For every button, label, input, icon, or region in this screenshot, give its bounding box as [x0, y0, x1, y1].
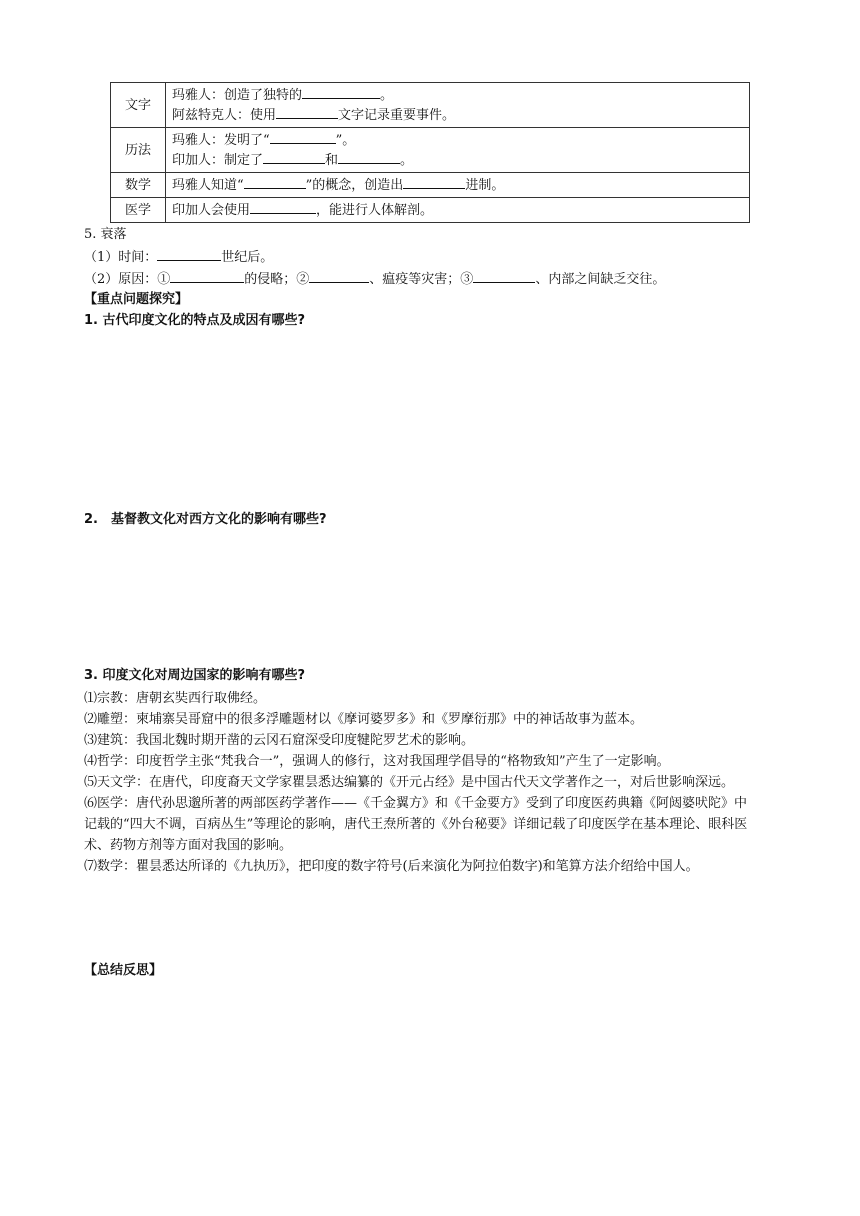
row-category: 数学 — [111, 173, 166, 198]
answer-blank[interactable] — [309, 269, 369, 283]
question-1: 1. 古代印度文化的特点及成因有哪些? — [84, 313, 306, 328]
answer-list — [84, 688, 752, 877]
list-item: ⑴宗教：唐朝玄奘西行取佛经。 — [84, 691, 267, 706]
answer-blank[interactable] — [250, 200, 316, 214]
table-row — [111, 128, 750, 173]
row-category: 文字 — [111, 83, 166, 128]
list-item: ⑺数学：瞿昙悉达所译的《九执历》，把印度的数字符号(后来演化为阿拉伯数字)和笔算方法介绍给中国人。 — [84, 859, 699, 874]
answer-blank[interactable] — [244, 175, 306, 189]
fill-line: 玛雅人知道“ ”的概念，创造出 进制。 — [172, 175, 743, 195]
answer-blank[interactable] — [338, 150, 400, 164]
list-item: ⑸天文学：在唐代，印度裔天文学家瞿昙悉达编纂的《开元占经》是中国古代天文学著作之一，对后世影响深远。 — [84, 775, 735, 790]
answer-blank[interactable] — [403, 175, 465, 189]
answer-blank[interactable] — [170, 269, 244, 283]
civilization-table — [110, 82, 750, 223]
fill-line: 印加人：制定了 和 。 — [172, 150, 743, 170]
table-row — [111, 83, 750, 128]
list-item: ⑵雕塑：柬埔寨吴哥窟中的很多浮雕题材以《摩诃婆罗多》和《罗摩衍那》中的神话故事为蓝本。 — [84, 712, 644, 727]
table-row — [111, 198, 750, 223]
fill-line: 印加人会使用 ，能进行人体解剖。 — [172, 200, 743, 220]
summary-heading: 【总结反思】 — [84, 963, 163, 978]
row-content — [166, 198, 750, 223]
decline-causes: （2）原因：① 的侵略；② 、瘟疫等灾害；③ 、内部之间缺乏交往。 — [84, 269, 665, 289]
fill-line: 阿兹特克人：使用 文字记录重要事件。 — [172, 105, 743, 125]
decline-time: （1）时间： 世纪后。 — [84, 247, 273, 267]
row-content — [166, 128, 750, 173]
row-category: 医学 — [111, 198, 166, 223]
answer-blank[interactable] — [276, 105, 338, 119]
list-item: ⑷哲学：印度哲学主张“梵我合一”，强调人的修行，这对我国理学倡导的“格物致知”产生了一定影响。 — [84, 754, 670, 769]
table-row — [111, 173, 750, 198]
list-item: ⑹医学：唐代孙思邈所著的两部医药学著作——《千金翼方》和《千金要方》受到了印度医药典籍《阿闼婆吠陀》中记载的“四大不调，百病丛生”等理论的影响，唐代王焘所著的《外台秘要》详细记载了印度医学在基本理论、眼科医术、药物方剂等方面对我国的影响。 — [84, 796, 748, 853]
list-item: ⑶建筑：我国北魏时期开凿的云冈石窟深受印度犍陀罗艺术的影响。 — [84, 733, 475, 748]
answer-blank[interactable] — [473, 269, 535, 283]
answer-blank[interactable] — [157, 247, 221, 261]
decline-heading: 5. 衰落 — [84, 227, 127, 242]
answer-blank[interactable] — [302, 85, 380, 99]
answer-blank[interactable] — [270, 130, 336, 144]
fill-line: 玛雅人：发明了“ ”。 — [172, 130, 743, 150]
fill-line: 玛雅人：创造了独特的 。 — [172, 85, 743, 105]
question-2: 2. 基督教文化对西方文化的影响有哪些? — [84, 512, 327, 527]
answer-blank[interactable] — [263, 150, 325, 164]
question-3: 3. 印度文化对周边国家的影响有哪些? — [84, 668, 306, 683]
section-heading: 【重点问题探究】 — [84, 292, 189, 307]
row-category: 历法 — [111, 128, 166, 173]
row-content — [166, 173, 750, 198]
row-content — [166, 83, 750, 128]
